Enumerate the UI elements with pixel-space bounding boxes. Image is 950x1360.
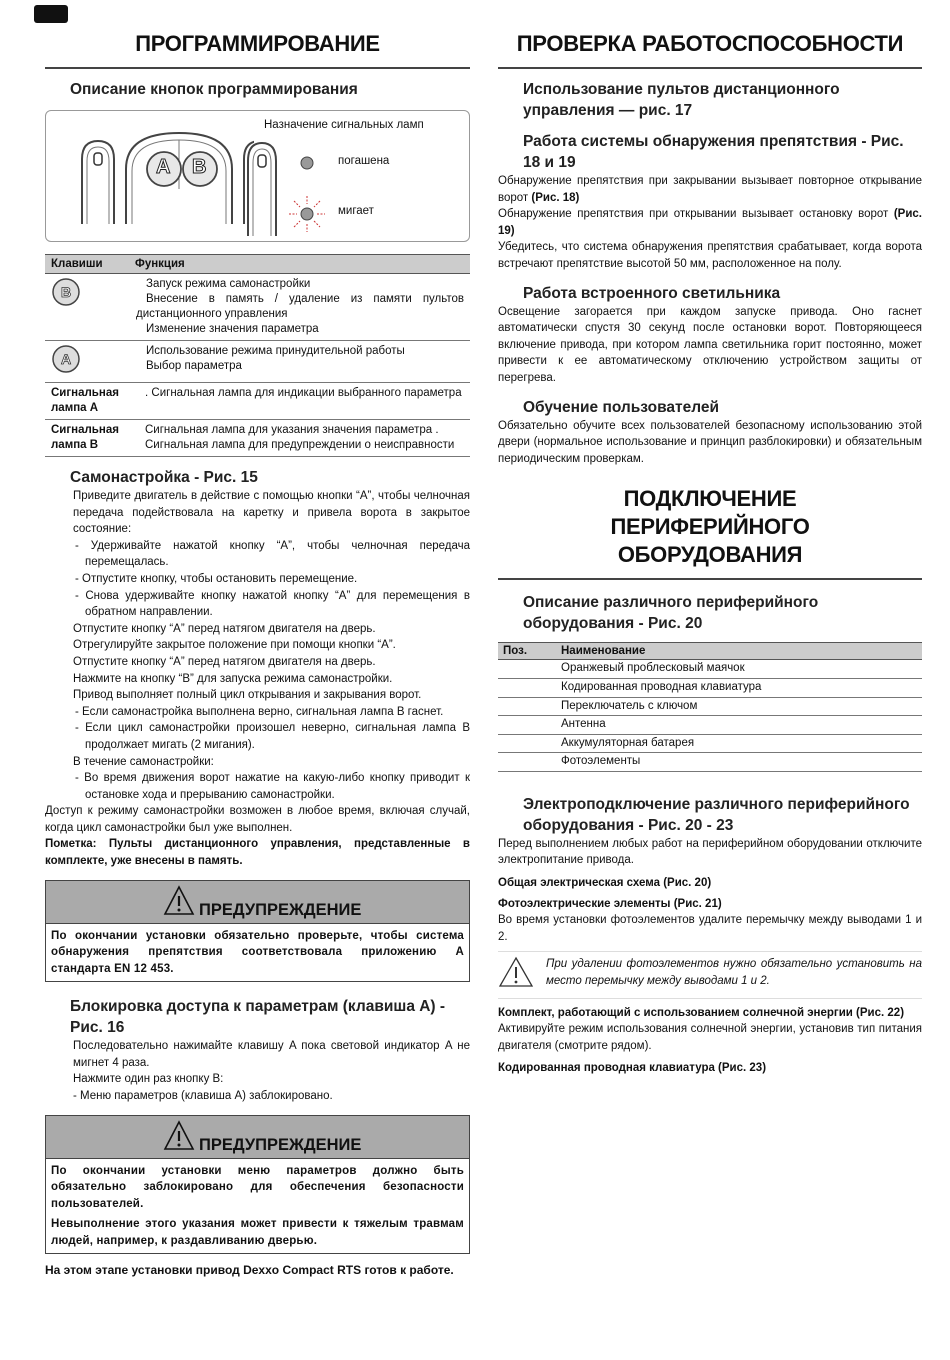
obstacle-text: Обнаружение препятствия при закрывании вызывает повторное открывание ворот xyxy=(498,175,922,204)
subheading: Кодированная проводная клавиатура (Рис. 23) xyxy=(498,1062,767,1075)
periph-item: Антенна xyxy=(556,716,922,735)
keys-header-function: Функция xyxy=(129,255,470,274)
warning-header xyxy=(46,881,469,924)
function-line: Сигнальная лампа для предупреждении о неисправности xyxy=(145,439,455,451)
button-b-label: B xyxy=(192,156,207,178)
button-a-glyph: A xyxy=(60,351,72,367)
warning-text: По окончании установки обязательно проверьте, чтобы система обнаружения препятствия соответствовала приложению A стандарта EN 12 453. xyxy=(51,929,464,975)
warning-text: По окончании установки меню параметров должно быть обязательно заблокировано для обеспечения безопасности пользователей. xyxy=(51,1164,464,1210)
button-b-glyph: B xyxy=(60,284,72,300)
lamp-box-title: Назначение сигнальных ламп xyxy=(264,119,424,131)
periph-heading: Описание различного периферийного оборудования - Рис. 20 xyxy=(523,594,819,633)
lamp-off-label: погашена xyxy=(338,155,390,167)
programming-title: ПРОГРАММИРОВАНИЕ xyxy=(45,30,470,69)
check-title: ПРОВЕРКА РАБОТОСПОСОБНОСТИ xyxy=(498,30,922,69)
paragraph: Доступ к режиму самонастройки возможен в любое время, включая случай, когда цикл самонастройки был уже выполнен. xyxy=(45,805,470,834)
table-row xyxy=(498,753,922,772)
paragraph: Активируйте режим использования солнечной энергии, установив тип питания двигателя (смотрите рядом). xyxy=(498,1023,922,1052)
keys-header-key: Клавиши xyxy=(45,255,129,274)
warning-label: ПРЕДУПРЕЖДЕНИЕ xyxy=(199,900,362,919)
lamp-panel xyxy=(45,110,470,242)
lamp-blink-label: мигает xyxy=(338,205,374,217)
button-a-label: A xyxy=(156,156,171,178)
table-row xyxy=(45,383,470,420)
warning-triangle-icon xyxy=(163,1120,195,1152)
remote-heading xyxy=(498,79,922,121)
function-line: Сигнальная лампа для указания значения параметра . xyxy=(145,424,439,436)
control-buttons-illustration-icon xyxy=(64,129,254,239)
warning-label: ПРЕДУПРЕЖДЕНИЕ xyxy=(199,1135,362,1154)
table-row xyxy=(498,716,922,735)
warning-triangle-icon xyxy=(163,885,195,917)
paragraph: Привод выполняет полный цикл открывания и закрывания ворот. xyxy=(73,689,422,702)
key-name: Сигнальная лампа А xyxy=(45,383,129,420)
subheading: Комплект, работающий с использованием солнечной энергии (Рис. 22) xyxy=(498,1006,905,1019)
note-paragraph: Пометка: Пульты дистанционного управления, представленные в комплекте, уже внесены в память. xyxy=(45,838,470,868)
final-note: На этом этапе установки привод Dexxo Compact RTS готов к работе. xyxy=(45,1263,454,1278)
lamp-blinking-icon xyxy=(287,194,327,234)
peripheral-table xyxy=(498,642,922,772)
paragraph xyxy=(498,173,922,206)
lamp-off-icon xyxy=(299,155,315,171)
paragraph: Освещение загорается при каждом запуске привода. Оно гаснет автоматически спустя 30 секунд после остановки ворот. Повторяющееся включение привода, при котором лампа светильника горит постоянно, может привести к ее автоматическому отключению устройством защиты от перегрева. xyxy=(498,305,922,384)
warning-box xyxy=(45,880,470,983)
peripheral-title: ПОДКЛЮЧЕНИЕ ПЕРИФЕРИЙНОГО ОБОРУДОВАНИЯ xyxy=(498,485,922,580)
function-line: . Сигнальная лампа для индикации выбранного параметра xyxy=(145,387,462,399)
list-item: - Если цикл самонастройки произошел неверно, сигнальная лампа B продолжает мигать (2 мигания). xyxy=(75,722,470,751)
paragraph: Перед выполнением любых работ на периферийном оборудовании отключите электропитание привода. xyxy=(498,837,922,867)
caution-text: При удалении фотоэлементов нужно обязательно установить на место перемычку между выводами 1 и 2. xyxy=(546,958,922,988)
subheading: Общая электрическая схема (Рис. 20) xyxy=(498,877,712,890)
table-row xyxy=(498,697,922,716)
training-heading: Обучение пользователей xyxy=(523,398,720,416)
paragraph: Нажмите один раз кнопку B: xyxy=(73,1073,224,1086)
paragraph: Во время установки фотоэлементов удалите перемычку между выводами 1 и 2. xyxy=(498,914,922,943)
periph-header-name: Наименование xyxy=(556,643,922,660)
obstacle-text: Обнаружение препятствия при открывании вызывает остановку ворот xyxy=(498,208,894,221)
warning-text: Невыполнение этого указания может привести к тяжелым травмам людей, например, к раздавливанию дверью. xyxy=(51,1218,464,1247)
obstacle-heading: Работа системы обнаружения препятствия - Рис. 18 и 19 xyxy=(523,133,904,171)
left-column xyxy=(45,30,470,1279)
table-row xyxy=(498,678,922,697)
periph-header-pos: Поз. xyxy=(498,643,556,660)
table-row xyxy=(498,660,922,679)
paragraph: Отпустите кнопку “A” перед натягом двигателя на дверь. xyxy=(73,622,376,635)
function-line: Запуск режима самонастройки xyxy=(146,278,311,290)
paragraph: Нажмите на кнопку “B” для запуска режима самонастройки. xyxy=(73,672,393,685)
list-item: - Снова удерживайте кнопку нажатой кнопку “A” для перемещения в обратном направлении. xyxy=(75,589,470,619)
paragraph: Последовательно нажимайте клавишу A пока световой индикатор A не мигнет 4 раза. xyxy=(73,1040,470,1069)
button-a-icon xyxy=(51,344,81,374)
lock-heading: Блокировка доступа к параметрам (клавиша A) - Рис. 16 xyxy=(70,998,446,1037)
paragraph: В течение самонастройки: xyxy=(73,755,214,768)
fig-ref: (Рис. 19) xyxy=(498,208,922,237)
warning-header xyxy=(46,1116,469,1159)
page-tab-marker xyxy=(34,5,68,23)
right-column xyxy=(498,30,922,1077)
table-row xyxy=(45,274,470,341)
buttons-heading: Описание кнопок программирования xyxy=(70,81,358,98)
periph-item: Кодированная проводная клавиатура xyxy=(556,678,922,697)
subheading: Фотоэлектрические элементы (Рис. 21) xyxy=(498,897,722,910)
function-line: Использование режима принудительной работы xyxy=(146,345,405,357)
right-button-post-icon xyxy=(242,141,286,241)
wiring-heading: Электроподключение различного периферийного оборудования - Рис. 20 - 23 xyxy=(523,795,910,834)
fig-ref: (Рис. 18) xyxy=(531,191,580,204)
keys-table xyxy=(45,254,470,457)
function-line: Выбор параметра xyxy=(146,360,242,372)
list-item: - Отпустите кнопку, чтобы остановить перемещение. xyxy=(75,572,358,585)
warning-box xyxy=(45,1115,470,1255)
table-row xyxy=(45,420,470,457)
caution-note xyxy=(498,951,922,989)
table-row xyxy=(498,734,922,753)
paragraph xyxy=(498,206,922,239)
paragraph: Обязательно обучите всех пользователей безопасному использованию этой двери (нормальное использование и принцип разблокировки) и обязательным периодическим проверкам. xyxy=(498,419,922,465)
key-name: Сигнальная лампа В xyxy=(45,420,129,457)
function-line: Изменение значения параметра xyxy=(146,323,319,335)
paragraph: - Меню параметров (клавиша A) заблокировано. xyxy=(73,1089,333,1102)
table-row xyxy=(45,341,470,383)
selfsetup-heading: Самонастройка - Рис. 15 xyxy=(70,469,258,486)
list-item: - Во время движения ворот нажатие на какую-либо кнопку приводит к остановке хода и прерыванию самонастройки. xyxy=(75,772,470,801)
button-b-icon xyxy=(51,277,81,307)
list-item: - Удерживайте нажатой кнопку “A”, чтобы челночная передача перемещалась. xyxy=(75,539,470,569)
remote-heading-text: Использование пультов дистанционного управления — рис. 17 xyxy=(523,81,840,119)
paragraph: Отпустите кнопку “A” перед натягом двигателя на дверь. xyxy=(73,655,376,668)
paragraph: Убедитесь, что система обнаружения препятствия срабатывает, когда ворота встречают препятствие высотой 50 мм, расположенное на полу. xyxy=(498,241,922,270)
paragraph: Приведите двигатель в действие с помощью кнопки “A”, чтобы челночная передача подействовала на каретку и привела ворота в закрытое состояние: xyxy=(73,490,470,536)
periph-item: Переключатель с ключом xyxy=(556,697,922,716)
periph-item: Аккумуляторная батарея xyxy=(556,734,922,753)
periph-item: Фотоэлементы xyxy=(556,753,922,772)
list-item: - Если самонастройка выполнена верно, сигнальная лампа B гаснет. xyxy=(75,705,444,718)
periph-item: Оранжевый проблесковый маячок xyxy=(556,660,922,679)
caution-triangle-icon xyxy=(498,956,534,988)
function-line: Внесение в память / удаление из памяти пультов дистанционного управления xyxy=(136,293,464,320)
light-heading: Работа встроенного светильника xyxy=(523,284,781,302)
paragraph: Отрегулируйте закрытое положение при помощи кнопки “A”. xyxy=(73,639,396,652)
